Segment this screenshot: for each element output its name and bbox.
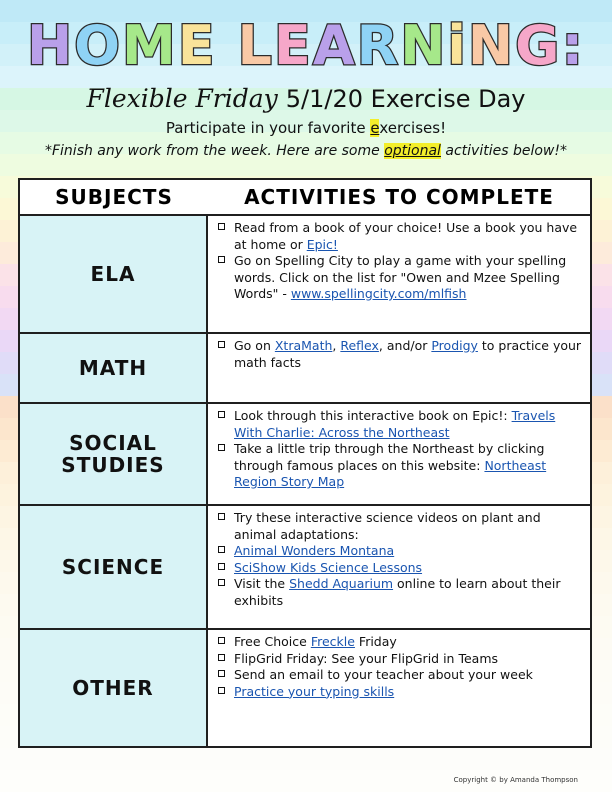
checkbox-bullet-icon bbox=[218, 411, 225, 418]
title-letter: : bbox=[561, 14, 586, 77]
table-row bbox=[20, 404, 590, 506]
title-letter: G bbox=[515, 14, 562, 77]
activity-text: FlipGrid Friday: See your FlipGrid in Teams bbox=[234, 650, 499, 666]
activity-link[interactable]: SciShow Kids Science Lessons bbox=[234, 559, 423, 575]
subject-label: SCIENCE bbox=[61, 555, 165, 579]
activity-text: Try these interactive science videos on plant and animal adaptations: bbox=[234, 510, 541, 542]
activities-cell bbox=[216, 408, 586, 491]
activity-link[interactable]: www.spellingcity.com/mlfish bbox=[290, 286, 467, 301]
activity-item bbox=[216, 667, 586, 684]
checkbox-bullet-icon bbox=[218, 546, 225, 553]
table-row bbox=[20, 334, 590, 404]
column-header-activities: ACTIVITIES TO COMPLETE bbox=[244, 185, 554, 209]
activity-text: Go on bbox=[234, 338, 275, 353]
title-letter: E bbox=[273, 14, 313, 77]
activity-link[interactable]: Prodigy bbox=[431, 338, 478, 353]
activity-link[interactable]: Reflex bbox=[340, 338, 379, 353]
subject-cell bbox=[20, 630, 208, 746]
activity-text: online to learn about their exhibits bbox=[234, 576, 561, 608]
subject-label: OTHER bbox=[72, 676, 154, 700]
copyright-footer: Copyright © by Amanda Thompson bbox=[453, 776, 578, 784]
activities-cell bbox=[216, 510, 586, 609]
subtitle-date: 5/1/20 Exercise Day bbox=[285, 85, 526, 113]
activity-item bbox=[216, 651, 586, 668]
activity-item bbox=[216, 510, 586, 543]
subject-cell bbox=[20, 506, 208, 628]
checkbox-bullet-icon bbox=[218, 637, 225, 644]
activity-text: Look through this interactive book on Epic!: bbox=[234, 408, 512, 423]
activity-link[interactable]: Shedd Aquarium bbox=[289, 576, 394, 591]
title-letter: R bbox=[356, 14, 401, 77]
checkbox-bullet-icon bbox=[218, 256, 225, 263]
activity-item bbox=[216, 543, 586, 560]
activity-item bbox=[216, 634, 586, 651]
activities-cell bbox=[216, 220, 586, 303]
checkbox-bullet-icon bbox=[218, 579, 225, 586]
activity-text: Visit the bbox=[234, 576, 290, 591]
checkbox-bullet-icon bbox=[218, 223, 225, 230]
title-letter: A bbox=[312, 14, 357, 77]
participate-line bbox=[0, 119, 612, 137]
activity-text: Take a little trip through the Northeast by clicking through famous places on this website: bbox=[234, 441, 545, 473]
checkbox-bullet-icon bbox=[218, 687, 225, 694]
checkbox-bullet-icon bbox=[218, 513, 225, 520]
activity-link[interactable]: Practice your typing skills bbox=[234, 683, 395, 699]
title-letter: L bbox=[237, 14, 274, 77]
table-row bbox=[20, 630, 590, 746]
optional-highlight: optional bbox=[384, 143, 441, 159]
activity-text: Friday bbox=[354, 634, 397, 649]
subtitle bbox=[0, 84, 612, 114]
table-header-row bbox=[20, 180, 590, 216]
activity-link[interactable]: Epic! bbox=[306, 236, 338, 252]
activity-text: , and/or bbox=[378, 338, 432, 353]
subtitle-flexible-friday: Flexible Friday bbox=[86, 84, 278, 113]
title-letter bbox=[217, 14, 238, 77]
activity-item bbox=[216, 220, 586, 253]
activity-item bbox=[216, 338, 586, 371]
checkbox-bullet-icon bbox=[218, 341, 225, 348]
page-title bbox=[0, 14, 612, 78]
activity-text: Send an email to your teacher about your week bbox=[234, 667, 533, 682]
activities-cell bbox=[216, 338, 586, 371]
activity-text: Read from a book of your choice! Use a book you have at home or bbox=[234, 220, 578, 252]
participate-text-end: xercises! bbox=[379, 119, 447, 137]
activity-link[interactable]: Freckle bbox=[310, 634, 355, 649]
checkbox-bullet-icon bbox=[218, 444, 225, 451]
finish-text-end: activities below!* bbox=[440, 143, 567, 159]
title-letter: N bbox=[467, 14, 516, 77]
activity-link[interactable]: Animal Wonders Montana bbox=[234, 543, 395, 558]
activity-link[interactable]: XtraMath bbox=[274, 338, 333, 353]
subject-cell bbox=[20, 404, 208, 504]
subject-label: MATH bbox=[78, 356, 148, 380]
title-letter: H bbox=[26, 14, 75, 77]
activity-link[interactable]: Travels With Charlie: Across the Northeast bbox=[234, 408, 556, 440]
activity-item bbox=[216, 408, 586, 441]
activity-text: Free Choice bbox=[234, 634, 311, 649]
stripe bbox=[0, 748, 612, 770]
activity-link[interactable]: Northeast Region Story Map bbox=[234, 457, 547, 489]
checkbox-bullet-icon bbox=[218, 670, 225, 677]
participate-text: Participate in your favorite bbox=[165, 119, 371, 137]
participate-highlight: e bbox=[370, 119, 380, 137]
subject-cell bbox=[20, 216, 208, 332]
title-letter: M bbox=[122, 14, 178, 77]
column-header-subjects: SUBJECTS bbox=[55, 185, 173, 209]
checkbox-bullet-icon bbox=[218, 563, 225, 570]
title-letter: O bbox=[74, 14, 123, 77]
activity-item bbox=[216, 684, 586, 701]
finish-text: *Finish any work from the week. Here are some bbox=[44, 143, 385, 159]
activity-text: to practice your math facts bbox=[234, 338, 582, 370]
activity-text: , bbox=[332, 338, 341, 353]
page-header bbox=[0, 0, 612, 170]
activity-item bbox=[216, 560, 586, 577]
title-letter: N bbox=[400, 14, 448, 77]
activities-cell bbox=[216, 634, 586, 700]
title-letter: i bbox=[447, 14, 468, 77]
activity-item bbox=[216, 576, 586, 609]
table-row bbox=[20, 216, 590, 334]
activity-text: Go on Spelling City to play a game with your spelling words. Click on the list for "Owen and Mzee Spelling Words" - bbox=[234, 253, 567, 301]
subject-cell bbox=[20, 334, 208, 402]
activity-item bbox=[216, 441, 586, 491]
subject-label: ELA bbox=[90, 262, 136, 286]
table-row bbox=[20, 506, 590, 630]
title-letter: E bbox=[177, 14, 217, 77]
subject-label: SOCIAL STUDIES bbox=[61, 431, 165, 477]
finish-line bbox=[0, 143, 612, 159]
activities-table bbox=[18, 178, 592, 748]
checkbox-bullet-icon bbox=[218, 654, 225, 661]
activity-item bbox=[216, 253, 586, 303]
